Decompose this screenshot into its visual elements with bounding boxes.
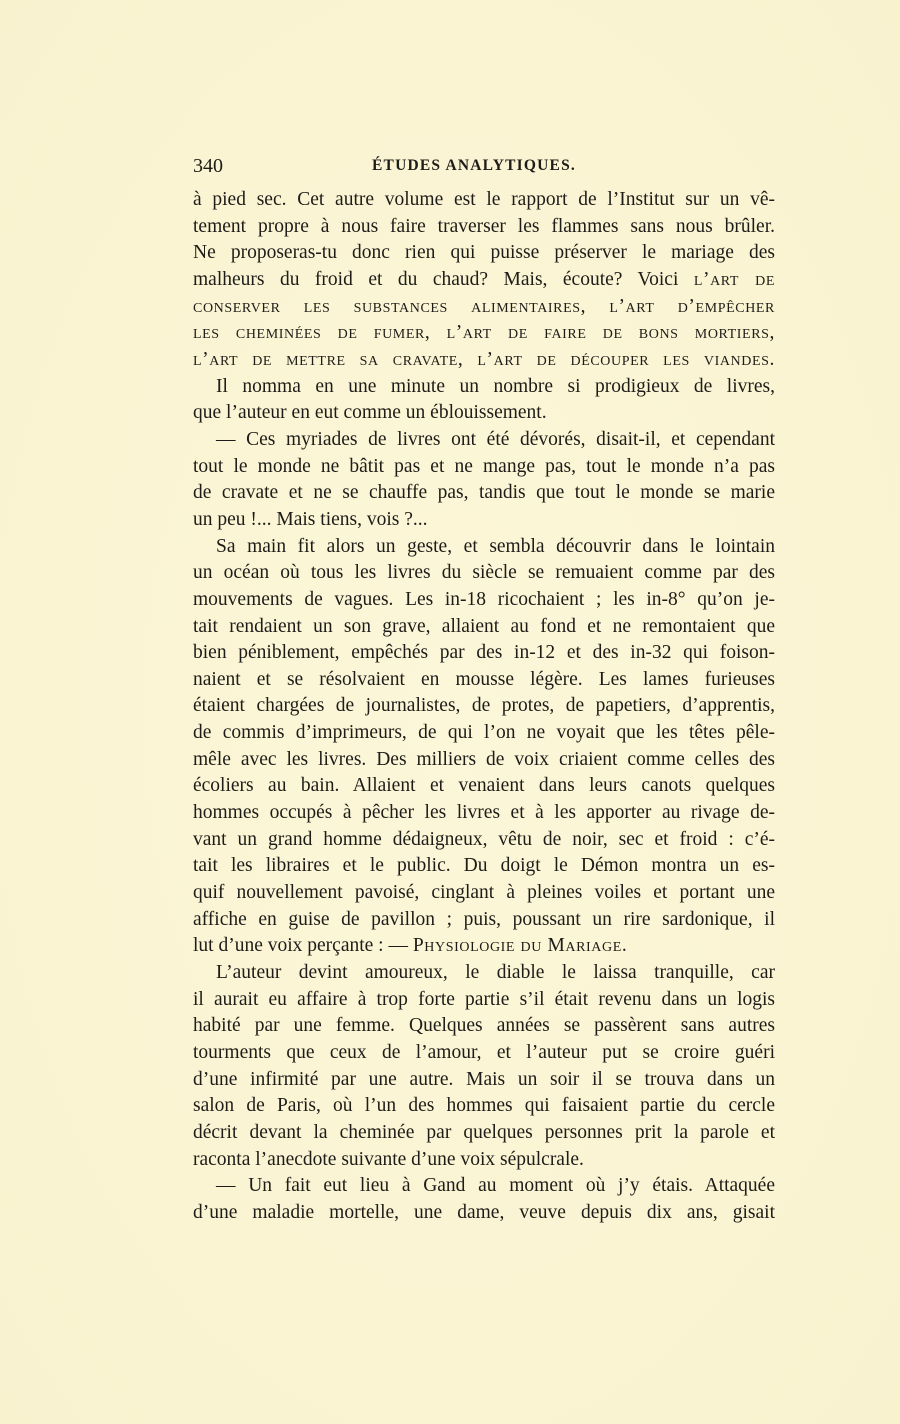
text-segment: — Un fait eut lieu à Gand au moment où j’y étais. Attaquée: [216, 1175, 775, 1197]
text-segment: décrit devant la cheminée par quelques personnes prit la parole et: [193, 1121, 775, 1143]
text-segment: mêle avec les livres. Des milliers de voix criaient comme celles des: [193, 748, 775, 770]
text-segment: Ne proposeras-tu donc rien qui puisse préserver le mariage des: [193, 242, 775, 264]
text-line: [193, 454, 775, 481]
text-segment: que l’auteur en eut comme un éblouissement.: [193, 402, 547, 424]
text-segment: mouvements de vagues. Les in-18 ricochaient ; les in-8° qu’on je-: [193, 588, 775, 610]
text-segment: tait rendaient un son grave, allaient au fond et ne remontaient que: [193, 615, 775, 637]
text-segment: vant un grand homme dédaigneux, vêtu de noir, sec et froid : c’é-: [193, 828, 775, 850]
text-line: [193, 853, 775, 880]
small-caps-text: Physiologie du Mariage.: [412, 935, 628, 957]
text-line: [193, 560, 775, 587]
text-line: [193, 480, 775, 507]
text-segment: tait les libraires et le public. Du doigt le Démon montra un es-: [193, 855, 775, 877]
text-segment: Sa main fit alors un geste, et sembla découvrir dans le lointain: [216, 535, 775, 557]
text-line: [193, 1173, 775, 1200]
text-segment: tement propre à nous faire traverser les flammes sans nous brûler.: [193, 215, 775, 237]
text-segment: malheurs du froid et du chaud? Mais, écoute? Voici: [193, 268, 694, 290]
text-segment: salon de Paris, où l’un des hommes qui faisaient partie du cercle: [193, 1095, 775, 1117]
text-line: [193, 587, 775, 614]
text-segment: quif nouvellement pavoisé, cinglant à pleines voiles et portant une: [193, 882, 775, 904]
text-segment: — Ces myriades de livres ont été dévorés, disait-il, et cependant: [216, 428, 775, 450]
text-line: [193, 507, 775, 534]
text-line: [193, 720, 775, 747]
page-number: 340: [193, 155, 223, 177]
text-segment: affiche en guise de pavillon ; puis, poussant un rire sardonique, il: [193, 908, 775, 930]
text-line: [193, 374, 775, 401]
small-caps-text: les cheminées de fumer, l’art de faire de bons mortiers,: [193, 322, 775, 344]
text-segment: lut d’une voix perçante : —: [193, 935, 413, 957]
text-segment: d’une maladie mortelle, une dame, veuve depuis dix ans, gisait: [193, 1201, 775, 1223]
body-text: [193, 187, 775, 1227]
text-line: [193, 240, 775, 267]
text-line: [193, 294, 775, 321]
text-segment: un océan où tous les livres du siècle se remuaient comme par des: [193, 562, 775, 584]
text-segment: hommes occupés à pêcher les livres et à les apporter au rivage de-: [193, 802, 775, 824]
text-line: [193, 1120, 775, 1147]
text-line: [193, 347, 775, 374]
text-segment: habité par une femme. Quelques années se passèrent sans autres: [193, 1015, 775, 1037]
text-line: [193, 214, 775, 241]
text-line: [193, 880, 775, 907]
text-segment: tout le monde ne bâtit pas et ne mange pas, tout le monde n’a pas: [193, 455, 775, 477]
text-segment: raconta l’anecdote suivante d’une voix sépulcrale.: [193, 1148, 584, 1170]
text-line: [193, 400, 775, 427]
text-line: [193, 693, 775, 720]
text-line: [193, 320, 775, 347]
text-segment: un peu !... Mais tiens, vois ?...: [193, 508, 428, 530]
small-caps-text: l’art de: [693, 268, 775, 290]
text-line: [193, 427, 775, 454]
text-segment: de commis d’imprimeurs, de qui l’on ne voyait que les têtes pêle-: [193, 722, 775, 744]
text-line: [193, 907, 775, 934]
text-line: [193, 1147, 775, 1174]
text-segment: à pied sec. Cet autre volume est le rapport de l’Institut sur un vê-: [193, 189, 775, 210]
text-line: [193, 267, 775, 294]
small-caps-text: l’art de mettre sa cravate, l’art de découper les viandes.: [193, 348, 775, 370]
text-line: [193, 827, 775, 854]
text-segment: tourments que ceux de l’amour, et l’auteur put se croire guéri: [193, 1042, 775, 1063]
text-line: [193, 187, 775, 214]
text-line: [193, 667, 775, 694]
text-segment: bien péniblement, empêchés par des in-12 et des in-32 qui foison-: [193, 642, 775, 664]
text-segment: L’auteur devint amoureux, le diable le laissa tranquille, car: [216, 962, 775, 984]
text-line: [193, 614, 775, 641]
text-segment: écoliers au bain. Allaient et venaient dans leurs canots quelques: [193, 775, 775, 797]
text-segment: Il nomma en une minute un nombre si prodigieux de livres,: [216, 375, 775, 397]
text-line: [193, 1040, 775, 1067]
text-segment: étaient chargées de journalistes, de protes, de papetiers, d’apprentis,: [193, 695, 775, 717]
text-line: [193, 987, 775, 1014]
text-segment: de cravate et ne se chauffe pas, tandis que tout le monde se marie: [193, 482, 775, 504]
text-line: [193, 534, 775, 561]
text-line: [193, 1093, 775, 1120]
text-line: [193, 747, 775, 774]
text-segment: d’une infirmité par une autre. Mais un soir il se trouva dans un: [193, 1068, 775, 1090]
small-caps-text: conserver les substances alimentaires, l’art d’empêcher: [193, 295, 775, 317]
text-line: [193, 933, 775, 960]
text-segment: naient et se résolvaient en mousse légère. Les lames furieuses: [193, 668, 775, 690]
text-line: [193, 773, 775, 800]
text-line: [193, 1067, 775, 1094]
text-line: [193, 1200, 775, 1227]
running-header: [193, 155, 775, 181]
text-line: [193, 960, 775, 987]
text-line: [193, 800, 775, 827]
running-title: ÉTUDES ANALYTIQUES.: [372, 157, 576, 174]
text-line: [193, 1013, 775, 1040]
text-segment: il aurait eu affaire à trop forte partie s’il était revenu dans un logis: [193, 988, 775, 1010]
text-line: [193, 640, 775, 667]
